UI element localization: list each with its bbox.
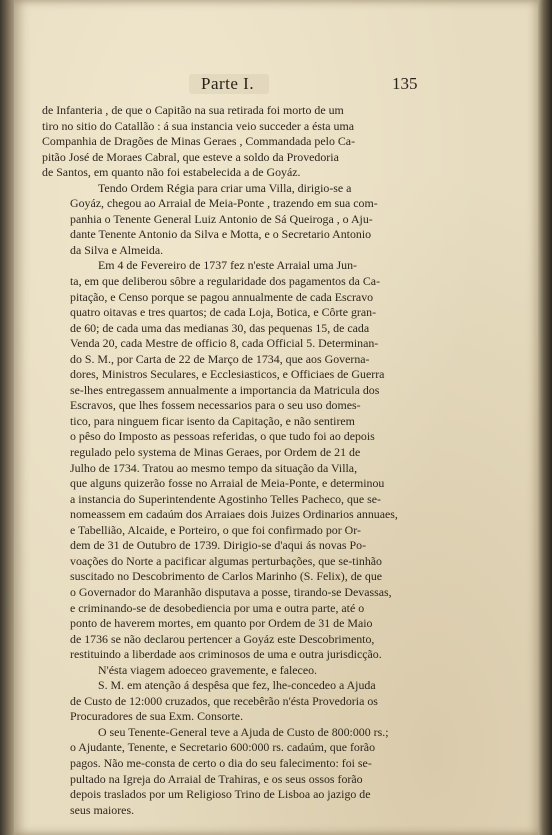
- text-line: ta, em que deliberou sôbre a regularidade dos pagamentos da Ca-: [70, 274, 381, 289]
- paragraph: [42, 678, 442, 725]
- text-line: Tendo Ordem Régia para criar uma Villa, dirigio-se a: [98, 180, 352, 195]
- text-line: Procuradores de sua Exm. Consorte.: [70, 709, 244, 724]
- paragraph: [42, 103, 442, 181]
- paragraph: [42, 181, 442, 259]
- text-line: Julho de 1734. Tratou ao mesmo tempo da situação da Villa,: [70, 460, 358, 475]
- text-line: de 60; de cada uma das medianas 30, das pequenas 15, de cada: [70, 320, 370, 335]
- text-line: e criminando-se de desobediencia por uma e outra parte, até o: [70, 600, 365, 615]
- text-line: voações do Norte a pacificar algumas perturbações, que se-tinhão: [70, 553, 382, 568]
- text-line: pultado na Igreja do Arraial de Trahiras, e os seus ossos forão: [70, 771, 363, 786]
- text-line: da Silva e Almeida.: [70, 242, 164, 257]
- text-line: pitão José de Moraes Cabral, que esteve a soldo da Provedoria: [42, 149, 339, 164]
- text-line: ponto de haverem mortes, em quanto por Ordem de 31 de Maio: [70, 616, 373, 631]
- text-line: de Infanteria , de que o Capitão na sua retirada foi morto de um: [42, 103, 344, 117]
- text-line: Goyáz, chegou ao Arraial de Meia-Ponte , trazendo em sua com-: [70, 196, 378, 211]
- running-head: [14, 74, 538, 98]
- text-line: e Tabellião, Alcaide, e Porteiro, o que foi confirmado por Or-: [70, 522, 361, 537]
- text-line: se-lhes entregassem annualmente a importancia da Matricula dos: [70, 382, 380, 397]
- text-line: suscitado no Descobrimento de Carlos Marinho (S. Felix), de que: [70, 569, 383, 584]
- paragraph: [42, 725, 442, 818]
- text-line: tico, para ninguem ficar isento da Capitação, e não sentirem: [70, 413, 355, 428]
- text-line: quatro oitavas e tres quartos; de cada Loja, Botica, e Côrte gran-: [70, 305, 377, 320]
- text-line: de Santos, em quanto não foi estabelecida a de Goyáz.: [42, 165, 301, 180]
- text-line: Em 4 de Fevereiro de 1737 fez n'este Arraial uma Jun-: [98, 258, 358, 273]
- text-line: de Custo de 12:000 cruzados, que recebêrão n'ésta Provedoria os: [70, 693, 378, 708]
- text-line: o Ajudante, Tenente, e Secretario 600:000 rs. cadaúm, que forão: [70, 740, 376, 755]
- text-line: o pêso do Imposto as pessoas referidas, o que tudo foi ao depois: [70, 429, 375, 444]
- page-fore-edge: [538, 0, 552, 835]
- text-line: S. M. em atenção á despêsa que fez, lhe-concedeo a Ajuda: [98, 678, 376, 693]
- body-text: [42, 103, 442, 818]
- text-line: Venda 20, cada Mestre de officio 8, cada Official 5. Determinan-: [70, 336, 379, 351]
- text-line: que alguns quizerão fosse no Arraial de Meia-Ponte, e determinou: [70, 476, 385, 491]
- text-line: restituindo a liberdade aos criminosos de uma e outra jurisdicção.: [70, 647, 382, 662]
- text-line: pagos. Não me-consta de certo o dia do seu falecimento: foi se-: [70, 755, 372, 770]
- text-line: dante Tenente Antonio da Silva e Motta, e o Secretario Antonio: [70, 227, 372, 242]
- text-line: o Governador do Maranhão disputava a posse, tirando-se Devassas,: [70, 584, 392, 599]
- text-line: N'ésta viagem adoeceo gravemente, e faleceo.: [98, 662, 318, 677]
- book-spine-edge: [0, 0, 14, 835]
- text-line: dores, Ministros Seculares, e Ecclesiasticos, e Officiaes de Guerra: [70, 367, 385, 382]
- text-line: nomeassem em cadaúm dos Arraiaes dois Juizes Ordinarios annuaes,: [70, 507, 398, 522]
- text-line: depois traslados por um Religioso Trino de Lisboa ao jazigo de: [70, 787, 371, 802]
- scanned-page: [14, 0, 538, 835]
- running-head-title: Parte I.: [201, 74, 255, 93]
- text-line: Escravos, que lhes fossem necessarios para o seu uso domes-: [70, 398, 361, 413]
- text-line: seus maiores.: [70, 802, 135, 817]
- text-line: dem de 31 de Outubro de 1739. Dirigio-se d'aqui ás novas Po-: [70, 538, 367, 553]
- text-line: de 1736 se não declarou pertencer a Goyáz este Descobrimento,: [70, 631, 375, 646]
- text-line: Companhia de Dragões de Minas Geraes , Commandada pelo Ca-: [42, 134, 356, 149]
- text-line: panhia o Tenente General Luiz Antonio de Sá Queiroga , o Aju-: [70, 211, 373, 226]
- text-line: pitação, e Censo porque se pagou annualmente de cada Escravo: [70, 289, 374, 304]
- text-line: do S. M., por Carta de 22 de Março de 1734, que aos Governa-: [70, 351, 370, 366]
- text-line: a instancia do Superintendente Agostinho Telles Pacheco, que se-: [70, 491, 381, 506]
- text-line: O seu Tenente-General teve a Ajuda de Custo de 800:000 rs.;: [98, 724, 389, 739]
- paragraph: [42, 258, 442, 662]
- page-number: 135: [392, 74, 418, 93]
- text-line: regulado pelo systema de Minas Geraes, por Ordem de 21 de: [70, 445, 361, 460]
- text-line: tiro no sitio do Catallão : á sua instancia veio succeder a ésta uma: [42, 118, 355, 133]
- paragraph: [42, 663, 442, 679]
